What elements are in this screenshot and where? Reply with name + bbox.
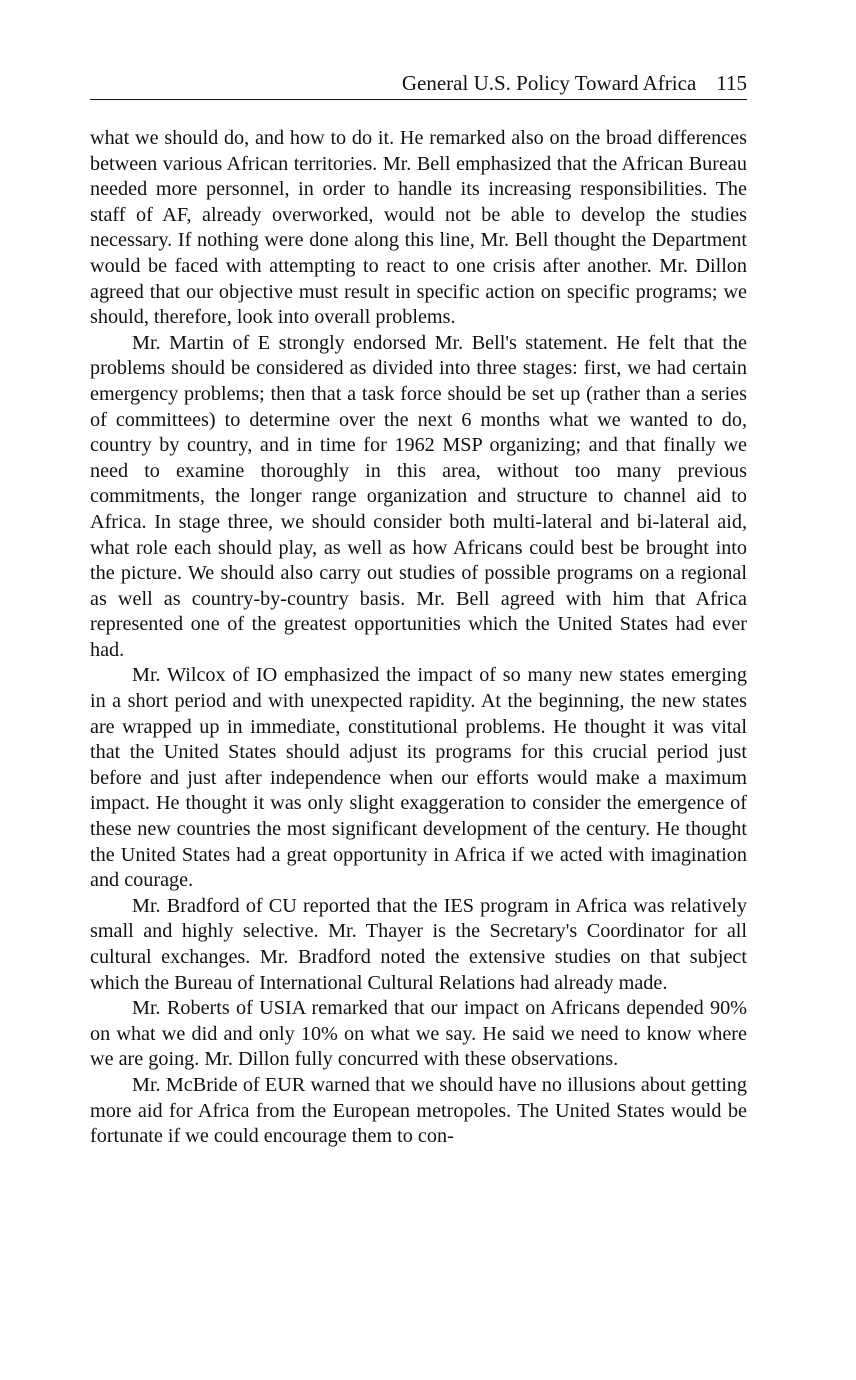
paragraph: what we should do, and how to do it. He remarked also on the broad differences between various African territories. Mr. Bell emphasized that the African Bureau needed more personnel, in order to handle its increasing responsibilities. The staff of AF, already overworked, would not be able to develop the studies necessary. If nothing were done along this line, Mr. Bell thought the Department would be faced with attempting to react to one crisis after another. Mr. Dillon agreed that our objective must result in specific action on specific programs; we should, therefore, look into overall problems. — [90, 127, 747, 329]
running-header-title: General U.S. Policy Toward Africa — [401, 71, 697, 95]
document-page — [90, 70, 747, 1150]
paragraph: Mr. Martin of E strongly endorsed Mr. Bell's statement. He felt that the problems should be considered as divided into three stages: first, we had certain emergency problems; then that a task force should be set up (rather than a series of committees) to determine over the next 6 months what we wanted to do, country by country, and in time for 1962 MSP organizing; and that finally we need to examine thoroughly in this area, without too many previous commitments, the longer range organization and structure to channel aid to Africa. In stage three, we should consider both multi-lateral and bi-lateral aid, what role each should play, as well as how Africans could best be brought into the picture. We should also carry out studies of possible programs on a regional as well as country-by-country basis. Mr. Bell agreed with him that Africa represented one of the greatest opportunities which the United States had ever had. — [90, 331, 747, 661]
paragraph: Mr. McBride of EUR warned that we should have no illusions about getting more aid for Africa from the European metropoles. The United States would be fortunate if we could encourage them to con- — [90, 1073, 747, 1148]
paragraph: Mr. Wilcox of IO emphasized the impact of so many new states emerging in a short period and with unexpected rapidity. At the beginning, the new states are wrapped up in immediate, constitutional problems. He thought it was vital that the United States should adjust its programs for this crucial period just before and just after independence when our efforts would make a maximum impact. He thought it was only slight exaggeration to consider the emergence of these new countries the most significant development of the century. He thought the United States had a great opportunity in Africa if we acted with imagination and courage. — [90, 664, 747, 892]
body-text — [90, 126, 747, 1150]
paragraph: Mr. Roberts of USIA remarked that our impact on Africans depended 90% on what we did and only 10% on what we say. He said we need to know where we are going. Mr. Dillon fully concurred with these observations. — [90, 997, 747, 1071]
paragraph: Mr. Bradford of CU reported that the IES program in Africa was relatively small and highly selective. Mr. Thayer is the Secretary's Coordinator for all cultural exchanges. Mr. Bradford noted the extensive studies on that subject which the Bureau of International Cultural Relations had already made. — [90, 894, 747, 994]
page-number: 115 — [716, 71, 747, 95]
running-header — [90, 70, 747, 100]
